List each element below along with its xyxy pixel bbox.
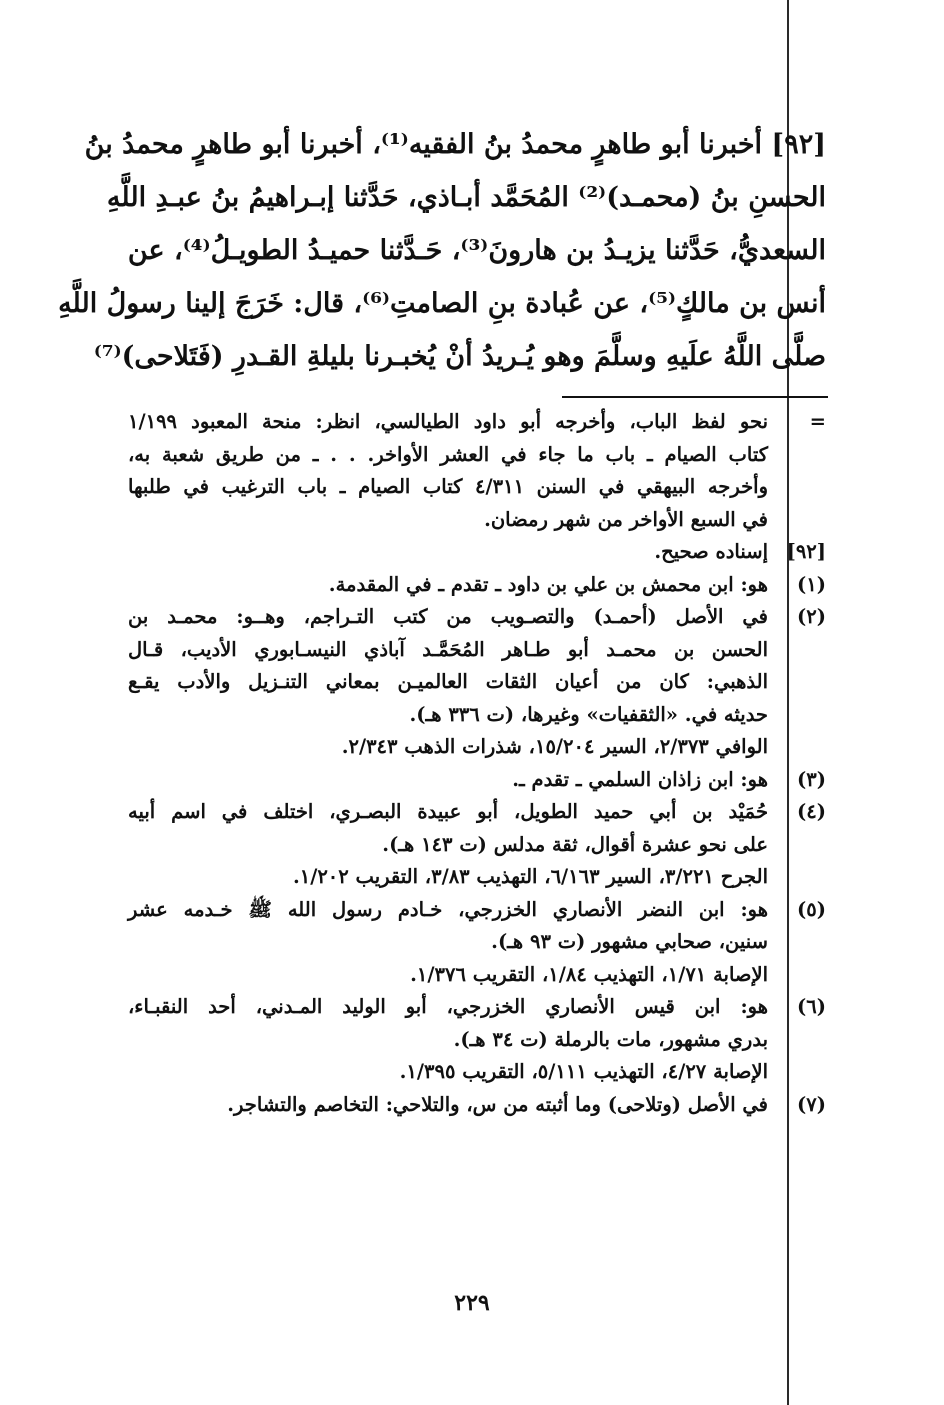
main-line: الحسنِ بنُ (محمـد)⁽²⁾ المُحَمَّد أبـاذي، حَدَّثنا إبـراهيمُ بنُ عبـدِ اللَّهِ [106,182,826,213]
footnote-body [128,894,768,992]
footnote-line: هو: ابن قيس الأنصاري الخزرجي، أبو الوليد المـدني، أحد النقبـاء، [128,995,768,1018]
footnote-marker: (٤) [797,800,826,823]
footnote-line: هو: ابن محمش بن علي بن داود ـ تقدم ـ في المقدمة. [328,572,768,596]
footnote-2 [128,601,826,764]
footnote-7 [128,1089,826,1122]
footnote-line: حديثه في. «الثقفيات» وغيرها، (ت ٣٣٦ هـ). [409,702,768,726]
footnote-1 [128,569,826,602]
main-text [58,118,826,383]
footnote-line: الحسن بن محمـد أبو طـاهر المُحَمَّـد آباذي النيسـابوري الأديب، قـال [128,637,768,661]
footnote-line: نحو لفظ الباب، وأخرجه أبو داود الطيالسي، انظر: منحة المعبود ١/١٩٩ [128,410,768,433]
footnote-body [128,991,768,1089]
main-line: أنس بن مالكٍ⁽⁵⁾، عن عُبادة بنِ الصامتِ⁽⁶⁾، قال: خَرَجَ إلينا رسولُ اللَّهِ [58,288,826,319]
footnote-line: الوافي ٢/٣٧٣، السير ١٥/٢٠٤، شذرات الذهب ٢/٣٤٣. [341,735,768,758]
footnote-isnad [128,536,826,569]
footnote-line: الإصابة ٤/٢٧، التهذيب ٥/١١١، التقريب ١/٣٩٥. [399,1060,768,1083]
footnote-line: الإصابة ١/٧١، التهذيب ١/٨٤، التقريب ١/٣٧٦. [410,962,768,986]
footnote-line: هو: ابن زاذان السلمي ـ تقدم ـ. [512,767,768,791]
footnote-marker: (٦) [797,995,826,1018]
footnote-marker: (٢) [797,605,826,628]
footnote-body [128,406,768,536]
footnote-4 [128,796,826,894]
footnote-line: الجرح ٣/٢٢١، السير ٦/١٦٣، التهذيب ٣/٨٣، التقريب ١/٢٠٢. [292,865,768,888]
footnote-marker: (٣) [797,767,826,791]
footnote-body [128,764,768,797]
footnote-3 [128,764,826,797]
footnote-5 [128,894,826,992]
footnote-marker: = [809,410,826,433]
footnote-line: على نحو عشرة أقوال، ثقة مدلس (ت ١٤٣ هـ). [382,832,768,856]
footnote-body [128,601,768,764]
footnote-line: في السبع الأواخر من شهر رمضان. [484,507,768,531]
footnote-line: سنين، صحابي مشهور (ت ٩٣ هـ). [491,930,768,953]
footnotes [128,406,826,1121]
footnote-continuation [128,406,826,536]
footnote-line: حُمَيْد بن أبي حميد الطويل، أبو عبيدة البصـري، اختلف في اسم أبيه [128,800,768,823]
footnote-body [128,569,768,602]
footnote-body [128,536,768,569]
main-line: [٩٢] أخبرنا أبو طاهرٍ محمدُ بنُ الفقيه⁽¹⁾، أخبرنا أبو طاهرٍ محمدُ بنُ [84,129,826,160]
footnote-marker: (١) [797,572,826,596]
page-number: ٢٢٩ [454,1290,490,1316]
main-line: السعديُّ، حَدَّثنا يزيـدُ بن هارونَ⁽³⁾، حَـدَّثنا حميـدُ الطويـلُ⁽⁴⁾، عن [127,235,826,266]
footnote-line: هو: ابن النضر الأنصاري الخزرجي، خـادم رسول الله ﷺ خـدمه عشر [128,897,768,921]
footnote-line: الذهبي: كان من أعيان الثقات العالميـن بمعاني التنـزيل والأدب يقـع [128,670,768,693]
main-line: صلَّى اللَّهُ علَيهِ وسلَّمَ وهو يُـريدُ أنْ يُخبـرنا بليلةِ القـدرِ (فَتَلاحى)⁽⁷⁾ [93,341,826,372]
footnote-line: كتاب الصيام ـ باب ما جاء في العشر الأواخر. . . ـ من طريق شعبة به، [128,442,768,466]
footnote-line: في الأصل (أحمـد) والتصـويب من كتب التـراجم، وهــو: محمـد بن [128,605,768,628]
footnote-line: في الأصل (وتلاحى) وما أثبته من س، والتلاحي: التخاصم والتشاجر. [227,1092,768,1116]
footnote-separator [562,396,828,398]
footnote-marker: (٥) [797,897,826,921]
footnote-marker: [٩٢] [786,540,826,563]
footnote-6 [128,991,826,1089]
footnote-line: وأخرجه البيهقي في السنن ٤/٣١١ كتاب الصيام ـ باب الترغيب في طلبها [128,475,768,498]
footnote-line: بدري مشهور، مات بالرملة (ت ٣٤ هـ). [453,1027,768,1051]
footnote-line: إسناده صحيح. [654,540,768,563]
footnote-marker: (٧) [797,1092,826,1116]
footnote-body [128,1089,768,1122]
footnote-body [128,796,768,894]
